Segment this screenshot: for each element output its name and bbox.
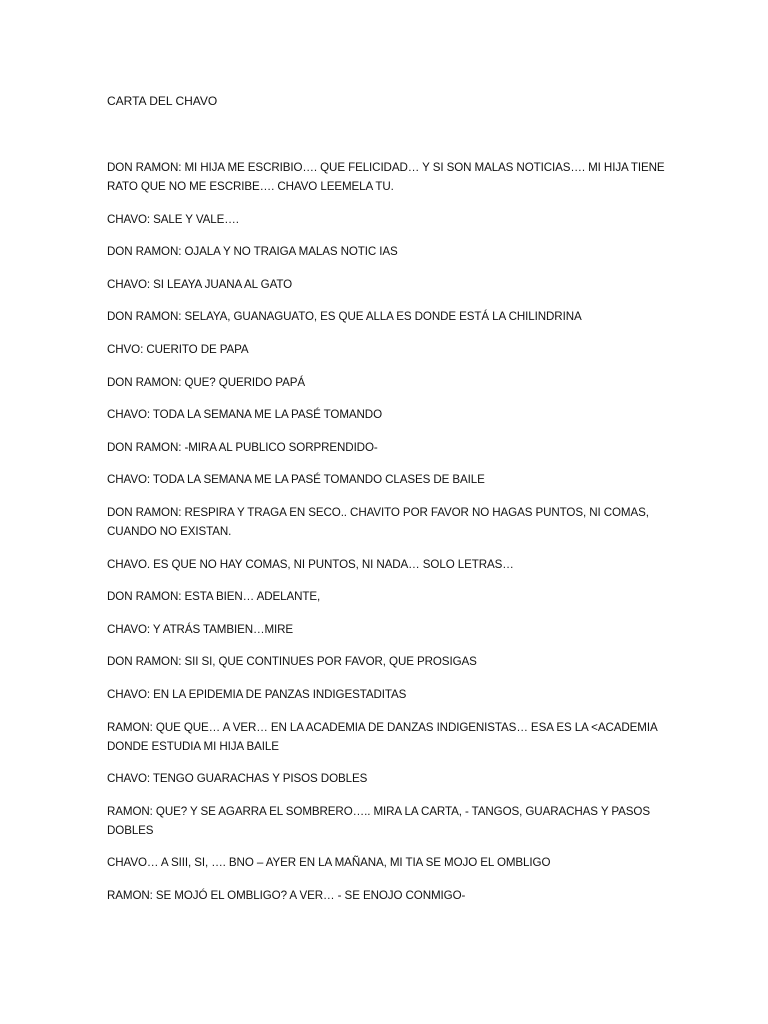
dialogue-line: DON RAMON: RESPIRA Y TRAGA EN SECO.. CHAVITO POR FAVOR NO HAGAS PUNTOS, NI COMAS, CUANDO NO EXISTAN. xyxy=(107,505,649,538)
dialogue-line: DON RAMON: MI HIJA ME ESCRIBIO…. QUE FELICIDAD… Y SI SON MALAS NOTICIAS…. MI HIJA TIENE RATO QUE NO ME ESCRIBE…. CHAVO LEEMELA TU. xyxy=(107,161,665,193)
dialogue-line: DON RAMON: QUE? QUERIDO PAPÁ xyxy=(107,375,305,389)
dialogue-line: CHAVO… A SIII, SI, …. BNO – AYER EN LA MAÑANA, MI TIA SE MOJO EL OMBLIGO xyxy=(107,856,551,870)
dialogue-line: CHAVO: EN LA EPIDEMIA DE PANZAS INDIGESTADITAS xyxy=(107,687,407,701)
dialogue-line: CHAVO: TODA LA SEMANA ME LA PASÉ TOMANDO CLASES DE BAILE xyxy=(107,473,485,487)
dialogue-line: DON RAMON: OJALA Y NO TRAIGA MALAS NOTIC IAS xyxy=(107,245,398,259)
dialogue-line: CHAVO: SI LEAYA JUANA AL GATO xyxy=(107,277,293,291)
dialogue-line: RAMON: QUE? Y SE AGARRA EL SOMBRERO….. MIRA LA CARTA, - TANGOS, GUARACHAS Y PASOS DOBLES xyxy=(107,804,650,837)
dialogue-line: RAMON: QUE QUE… A VER… EN LA ACADEMIA DE DANZAS INDIGENISTAS… ESA ES LA <ACADEMIA DONDE ESTUDIA MI HIJA BAILE xyxy=(107,720,657,753)
dialogue-line: CHAVO: TENGO GUARACHAS Y PISOS DOBLES xyxy=(107,772,368,786)
document-title: CARTA DEL CHAVO xyxy=(107,94,218,108)
dialogue-line: RAMON: SE MOJÓ EL OMBLIGO? A VER… - SE ENOJO CONMIGO- xyxy=(107,888,466,902)
document-body xyxy=(107,158,667,918)
dialogue-line: CHAVO: SALE Y VALE…. xyxy=(107,212,239,226)
dialogue-line: CHAVO: TODA LA SEMANA ME LA PASÉ TOMANDO xyxy=(107,408,382,422)
dialogue-line: DON RAMON: ESTA BIEN… ADELANTE, xyxy=(107,590,321,604)
dialogue-line: DON RAMON: -MIRA AL PUBLICO SORPRENDIDO- xyxy=(107,440,378,454)
dialogue-line: CHAVO: Y ATRÁS TAMBIEN…MIRE xyxy=(107,622,294,636)
dialogue-line: CHAVO. ES QUE NO HAY COMAS, NI PUNTOS, NI NADA… SOLO LETRAS… xyxy=(107,557,514,571)
dialogue-line: CHVO: CUERITO DE PAPA xyxy=(107,342,249,356)
dialogue-line: DON RAMON: SELAYA, GUANAGUATO, ES QUE ALLA ES DONDE ESTÁ LA CHILINDRINA xyxy=(107,310,582,324)
dialogue-line: DON RAMON: SII SI, QUE CONTINUES POR FAVOR, QUE PROSIGAS xyxy=(107,655,477,669)
